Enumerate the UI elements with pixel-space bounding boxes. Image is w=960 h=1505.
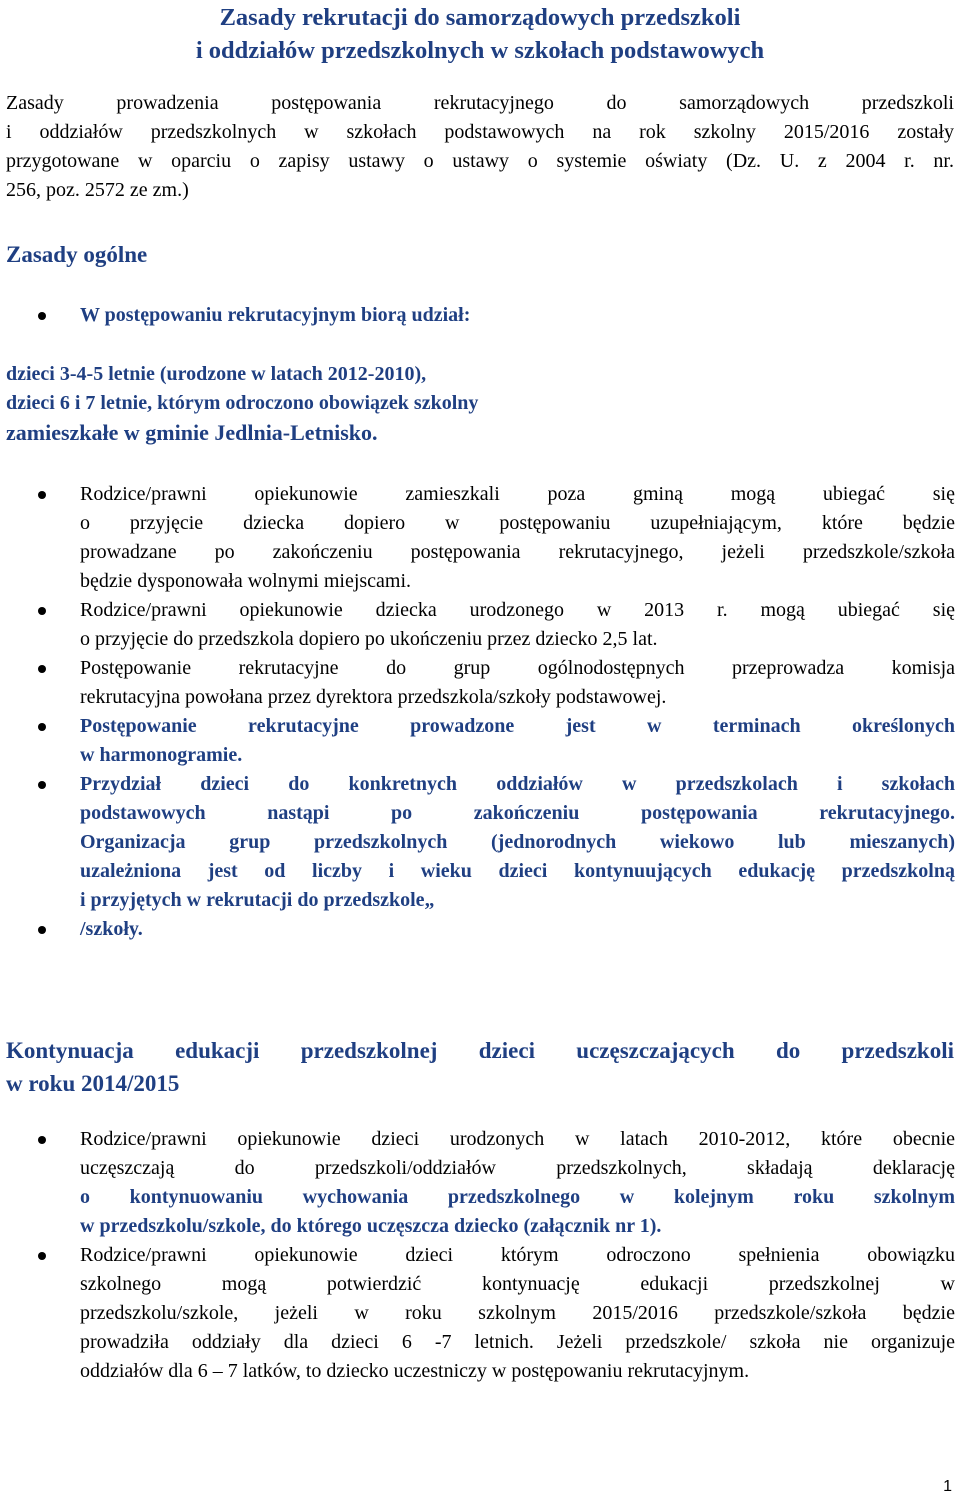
intro-line: i oddziałów przedszkolnych w szkołach podstawowych na rok szkolny 2015/2016 zostały xyxy=(6,121,954,143)
rule-line: prowadzane po zakończeniu postępowania rekrutacyjnego, jeżeli przedszkole/szkoła xyxy=(80,541,955,563)
rule-text xyxy=(80,654,955,712)
continuation-text xyxy=(80,1125,955,1241)
participant-line: dzieci 3-4-5 letnie (urodzone w latach 2012-2010), xyxy=(6,363,427,385)
rule-line: uzależniona jest od liczby i wieku dzieci kontynuujących edukację przedszkolną xyxy=(80,860,955,882)
rule-line: o przyjęcie dziecka dopiero w postępowaniu uzupełniającym, które będzie xyxy=(80,512,955,534)
rule-text xyxy=(80,770,955,915)
rule-line: Przydział dzieci do konkretnych oddziałów w przedszkolach i szkołach xyxy=(80,773,955,795)
rule-line: w harmonogramie. xyxy=(80,744,243,766)
bullet-icon xyxy=(38,723,46,731)
rule-line: podstawowych nastąpi po zakończeniu postępowania rekrutacyjnego. xyxy=(80,802,955,824)
section-heading-general: Zasady ogólne xyxy=(6,242,148,267)
continuation-line: o kontynuowaniu wychowania przedszkolnego w kolejnym roku szkolnym xyxy=(80,1186,955,1208)
section-heading-line: w roku 2014/2015 xyxy=(6,1071,180,1096)
intro-line: Zasady prowadzenia postępowania rekrutacyjnego do samorządowych przedszkoli xyxy=(6,92,954,114)
bullet-icon xyxy=(38,1252,46,1260)
participant-line: zamieszkałe w gminie Jedlnia-Letnisko. xyxy=(6,420,378,445)
section-heading-continuation xyxy=(6,1034,954,1100)
rule-line: będzie dysponowała wolnymi miejscami. xyxy=(80,570,412,592)
bullet-icon xyxy=(38,781,46,789)
continuation-line: przedszkolu/szkole, jeżeli w roku szkolnym 2015/2016 przedszkole/szkoła będzie xyxy=(80,1302,955,1324)
bullet-icon xyxy=(38,926,46,934)
rule-line: Postępowanie rekrutacyjne prowadzone jest w terminach określonych xyxy=(80,715,955,737)
rule-line: Postępowanie rekrutacyjne do grup ogólnodostępnych przeprowadza komisja xyxy=(80,657,955,679)
continuation-line: w przedszkolu/szkole, do którego uczęszcza dziecko (załącznik nr 1). xyxy=(80,1215,662,1237)
intro-line: przygotowane w oparciu o zapisy ustawy o ustawy o systemie oświaty (Dz. U. z 2004 r. nr. xyxy=(6,150,954,172)
rule-text xyxy=(80,596,955,654)
bullet-icon xyxy=(38,607,46,615)
title-line-2: i oddziałów przedszkolnych w szkołach podstawowych xyxy=(195,37,765,64)
section-heading-line: Kontynuacja edukacji przedszkolnej dzieci uczęszczających do przedszkoli xyxy=(6,1038,954,1063)
bullet-icon xyxy=(38,1136,46,1144)
rule-line: i przyjętych w rekrutacji do przedszkole„ xyxy=(80,889,435,911)
participant-line: dzieci 6 i 7 letnie, którym odroczono obowiązek szkolny xyxy=(6,392,479,414)
participants-block xyxy=(6,360,954,447)
rule-line: o przyjęcie do przedszkola dopiero po ukończeniu przez dziecko 2,5 lat. xyxy=(80,628,658,650)
title-line-1: Zasady rekrutacji do samorządowych przedszkoli xyxy=(219,4,741,31)
bullet-icon xyxy=(38,312,46,320)
continuation-line: uczęszczają do przedszkoli/oddziałów przedszkolnych, składają deklarację xyxy=(80,1157,955,1179)
continuation-line: Rodzice/prawni opiekunowie dzieci którym odroczono spełnienia obowiązku xyxy=(80,1244,955,1266)
continuation-line: oddziałów dla 6 – 7 latków, to dziecko uczestniczy w postępowaniu rekrutacyjnym. xyxy=(80,1360,750,1382)
continuation-line: Rodzice/prawni opiekunowie dzieci urodzonych w latach 2010-2012, które obecnie xyxy=(80,1128,955,1150)
bullet-icon xyxy=(38,491,46,499)
rule-text xyxy=(80,915,955,944)
intro-line: 256, poz. 2572 ze zm.) xyxy=(6,179,189,201)
rule-text xyxy=(80,712,955,770)
continuation-line: prowadziła oddziały dla dzieci 6 -7 letnich. Jeżeli przedszkole/ szkoła nie organizuje xyxy=(80,1331,955,1353)
continuation-line: szkolnego mogą potwierdzić kontynuację edukacji przedszkolnej w xyxy=(80,1273,955,1295)
page-number: 1 xyxy=(943,1478,952,1495)
rule-text xyxy=(80,480,955,596)
rule-line: rekrutacyjna powołana przez dyrektora przedszkola/szkoły podstawowej. xyxy=(80,686,667,708)
rule-line: /szkoły. xyxy=(80,918,143,940)
intro-paragraph xyxy=(6,89,954,205)
participation-text: W postępowaniu rekrutacyjnym biorą udział: xyxy=(80,304,471,326)
rule-line: Organizacja grup przedszkolnych (jednorodnych wiekowo lub mieszanych) xyxy=(80,831,955,853)
bullet-icon xyxy=(38,665,46,673)
continuation-text xyxy=(80,1241,955,1386)
page-title xyxy=(0,1,960,67)
rule-line: Rodzice/prawni opiekunowie zamieszkali poza gminą mogą ubiegać się xyxy=(80,483,955,505)
rule-line: Rodzice/prawni opiekunowie dziecka urodzonego w 2013 r. mogą ubiegać się xyxy=(80,599,955,621)
